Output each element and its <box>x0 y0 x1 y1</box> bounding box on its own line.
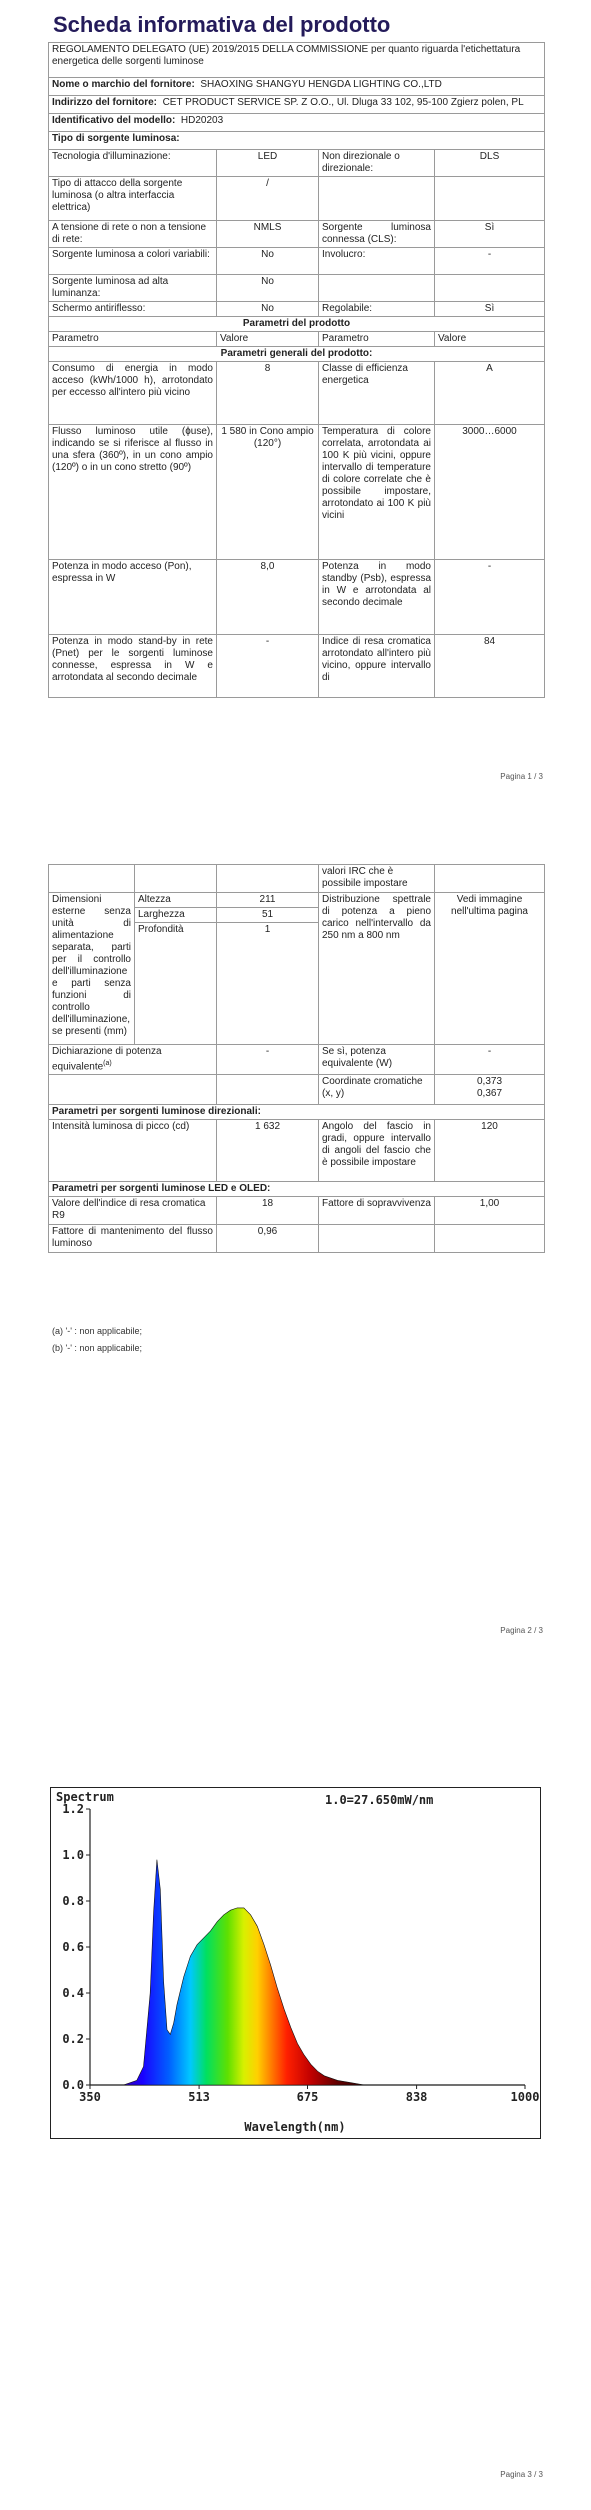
supplier-address-label: Indirizzo del fornitore: <box>52 97 157 108</box>
envelope-value: - <box>435 248 545 275</box>
dimensions-label: Dimensioni esterne senza unità di alimentazione separata, parti per il controllo dell'illuminazione e parti senza funzioni di controllo dell'illuminazione, se presenti (mm) <box>49 893 135 1045</box>
flux-value: 1 580 in Cono ampio (120°) <box>217 425 319 560</box>
general-params-header: Parametri generali del prodotto: <box>49 347 545 362</box>
equiv-value: - <box>217 1045 319 1075</box>
beam-label: Angolo del fascio in gradi, oppure intervallo di angoli del fascio che è possibile impostare <box>319 1120 435 1182</box>
peak-value: 1 632 <box>217 1120 319 1182</box>
x-tick-label: 513 <box>188 2090 210 2104</box>
col-param-2: Parametro <box>319 332 435 347</box>
equiv-w-value: - <box>435 1045 545 1075</box>
anti-glare-value: No <box>217 302 319 317</box>
equiv-label: Dichiarazione di potenza equivalente$^{(a)}$ <box>49 1045 217 1075</box>
chroma-y: 0,367 <box>476 1088 503 1100</box>
cls-value: Sì <box>435 221 545 248</box>
dimmable-label: Regolabile: <box>319 302 435 317</box>
led-header: Parametri per sorgenti luminose LED e OLED: <box>49 1182 545 1197</box>
eclass-label: Classe di efficienza energetica <box>319 362 435 425</box>
y-tick-label: 0.4 <box>62 1986 84 2000</box>
product-info-table-continued <box>48 864 545 1253</box>
model-value: HD20203 <box>180 115 224 126</box>
cct-value: 3000…6000 <box>435 425 545 560</box>
x-tick-label: 350 <box>79 2090 101 2104</box>
pon-value: 8,0 <box>217 560 319 635</box>
y-tick-label: 0.0 <box>62 2078 84 2092</box>
high-luminance-label: Sorgente luminosa ad alta luminanza: <box>49 275 217 302</box>
page-title: Scheda informativa del prodotto <box>53 12 391 37</box>
supplier-address-row <box>49 96 545 114</box>
model-row <box>49 114 545 132</box>
model-label: Identificativo del modello: <box>52 115 176 126</box>
lumen-maint-value: 0,96 <box>217 1225 319 1253</box>
directional-header: Parametri per sorgenti luminose direzionali: <box>49 1105 545 1120</box>
regulation-text: REGOLAMENTO DELEGATO (UE) 2019/2015 DELLA COMMISSIONE per quanto riguarda l'etichettatura energetica delle sorgenti luminose <box>49 43 545 78</box>
height-value: 211 <box>217 893 319 908</box>
spd-value: Vedi immagine nell'ultima pagina <box>435 893 545 1045</box>
mains-label: A tensione di rete o non a tensione di rete: <box>49 221 217 248</box>
page-number-1: Pagina 1 / 3 <box>500 772 543 781</box>
cap-value: / <box>217 177 319 221</box>
page-number-2: Pagina 2 / 3 <box>500 1626 543 1635</box>
survival-value: 1,00 <box>435 1197 545 1225</box>
chroma-values <box>435 1075 545 1105</box>
width-label: Larghezza <box>135 908 217 923</box>
color-variable-value: No <box>217 248 319 275</box>
footnote-a: (a) '-' : non applicabile; <box>52 1326 142 1336</box>
peak-label: Intensità luminosa di picco (cd) <box>49 1120 217 1182</box>
cri-value: 84 <box>435 635 545 698</box>
x-tick-label: 1000 <box>510 2090 540 2104</box>
spectrum-chart <box>50 1787 541 2139</box>
y-tick-label: 0.8 <box>62 1894 84 1908</box>
supplier-name-value: SHAOXING SHANGYU HENGDA LIGHTING CO.,LTD <box>200 79 442 90</box>
cri-label: Indice di resa cromatica arrotondato all'intero più vicino, oppure intervallo di <box>319 635 435 698</box>
beam-value: 120 <box>435 1120 545 1182</box>
survival-label: Fattore di sopravvivenza <box>319 1197 435 1225</box>
energy-label: Consumo di energia in modo acceso (kWh/1000 h), arrotondato per eccesso all'intero più vicino <box>49 362 217 425</box>
chart-frame <box>51 1788 541 2139</box>
product-info-table <box>48 42 545 698</box>
r9-value: 18 <box>217 1197 319 1225</box>
x-axis-label: Wavelength(nm) <box>244 2120 346 2134</box>
equiv-label-text: Dichiarazione di potenza equivalente <box>52 1046 162 1073</box>
pnet-value: - <box>217 635 319 698</box>
col-param-1: Parametro <box>49 332 217 347</box>
supplier-address-value: CET PRODUCT SERVICE SP. Z O.O., Ul. Dluga 33 102, 95-100 Zgierz polen, PL <box>162 97 524 108</box>
cap-label: Tipo di attacco della sorgente luminosa (o altra interfaccia elettrica) <box>49 177 217 221</box>
anti-glare-label: Schermo antiriflesso: <box>49 302 217 317</box>
page-2 <box>0 836 591 1666</box>
pnet-label: Potenza in modo stand-by in rete (Pnet) per le sorgenti luminose connesse, espressa in W e arrotondata al secondo decimale <box>49 635 217 698</box>
x-tick-label: 838 <box>405 2090 428 2104</box>
col-value-1: Valore <box>217 332 319 347</box>
cri-label-continued: valori IRC che è possibile impostare <box>319 865 435 893</box>
y-tick-label: 0.6 <box>62 1940 84 1954</box>
tech-label: Tecnologia d'illuminazione: <box>49 150 217 177</box>
dimmable-value: Sì <box>435 302 545 317</box>
width-value: 51 <box>217 908 319 923</box>
height-label: Altezza <box>135 893 217 908</box>
spectrum-svg <box>50 1787 541 2139</box>
depth-value: 1 <box>217 923 319 1045</box>
chart-annotation: 1.0=27.650mW/nm <box>325 1793 434 1807</box>
equiv-w-label: Se sì, potenza equivalente (W) <box>319 1045 435 1075</box>
chroma-label: Coordinate cromatiche (x, y) <box>319 1075 435 1105</box>
psb-label: Potenza in modo standby (Psb), espressa in W e arrotondata al secondo decimale <box>319 560 435 635</box>
psb-value: - <box>435 560 545 635</box>
lumen-maint-label: Fattore di mantenimento del flusso luminoso <box>49 1225 217 1253</box>
y-tick-label: 0.2 <box>62 2032 84 2046</box>
product-params-header: Parametri del prodotto <box>49 317 545 332</box>
pon-label <box>49 560 217 635</box>
r9-label: Valore dell'indice di resa cromatica R9 <box>49 1197 217 1225</box>
supplier-name-row <box>49 78 545 96</box>
nondir-value: DLS <box>435 150 545 177</box>
high-luminance-value: No <box>217 275 319 302</box>
depth-label: Profondità <box>135 923 217 1045</box>
envelope-label: Involucro: <box>319 248 435 275</box>
cct-label: Temperatura di colore correlata, arrotondata ai 100 K più vicini, oppure intervallo di temperature di colore correlate che è possibile impostare, arrotondato ai 100 K più vicini <box>319 425 435 560</box>
chart-title: Spectrum <box>56 1790 114 1804</box>
spd-label: Distribuzione spettrale di potenza a pieno carico nell'intervallo da 250 nm a 800 nm <box>319 893 435 1045</box>
flux-label: Flusso luminoso utile (ɸuse), indicando se si riferisce al flusso in una sfera (360º), in un cono ampio (120º) o in un cono stretto (90º) <box>49 425 217 560</box>
pon-label-text: Potenza in modo acceso (Pon), espressa in W <box>52 561 192 584</box>
eclass-value: A <box>435 362 545 425</box>
energy-value: 8 <box>217 362 319 425</box>
mains-value: NMLS <box>217 221 319 248</box>
page-number-3: Pagina 3 / 3 <box>500 2470 543 2479</box>
y-tick-label: 1.2 <box>62 1802 84 1816</box>
tech-value: LED <box>217 150 319 177</box>
x-tick-label: 675 <box>296 2090 319 2104</box>
cls-label: Sorgente luminosa connessa (CLS): <box>319 221 435 248</box>
chroma-x: 0,373 <box>476 1076 503 1088</box>
col-value-2: Valore <box>435 332 545 347</box>
source-type-label: Tipo di sorgente luminosa: <box>49 132 545 150</box>
page-3 <box>0 1680 591 2510</box>
y-tick-label: 1.0 <box>62 1848 84 1862</box>
footnote-b: (b) '-' : non applicabile; <box>52 1343 142 1353</box>
color-variable-label: Sorgente luminosa a colori variabili: <box>49 248 217 275</box>
nondir-label: Non direzionale o direzionale: <box>319 150 435 177</box>
supplier-name-label: Nome o marchio del fornitore: <box>52 79 195 90</box>
page-1 <box>0 0 591 820</box>
